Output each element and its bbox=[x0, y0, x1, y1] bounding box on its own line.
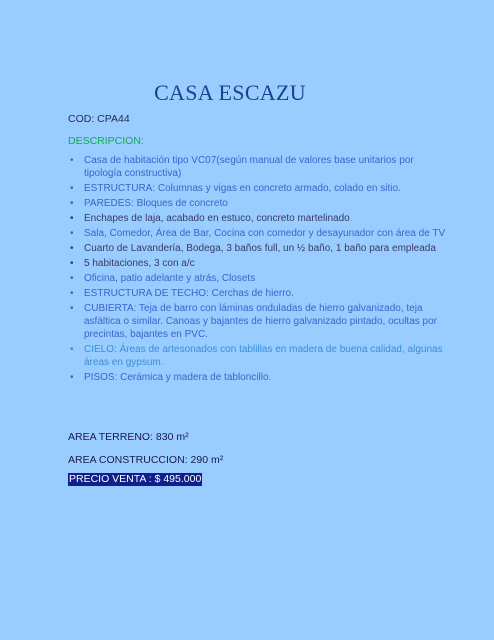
area-terreno: AREA TERRENO: 830 m² bbox=[68, 431, 189, 443]
feature-text: CUBIERTA: Teja de barro con láminas onduladas de hierro galvanizado, teja asfáltica o similar. Canoas y bajantes de hierro galvanizado pintado, ocultas por precintas, bajantes en PVC. bbox=[84, 302, 437, 341]
bullet-icon: • bbox=[70, 258, 74, 269]
feature-item bbox=[68, 154, 448, 180]
feature-text: Enchapes de laja, acabado en estuco, concreto martelinado bbox=[84, 213, 350, 225]
feature-text: ESTRUCTURA: Columnas y vigas en concreto armado, colado en sitio. bbox=[84, 183, 401, 195]
sale-price: PRECIO VENTA : $ 495.000 bbox=[69, 473, 202, 485]
feature-item bbox=[68, 212, 448, 225]
feature-text: PISOS: Cerámica y madera de tabloncillo. bbox=[84, 372, 272, 384]
feature-item bbox=[68, 343, 448, 369]
feature-text: 5 habitaciones, 3 con a/c bbox=[84, 258, 195, 269]
feature-item bbox=[68, 242, 448, 255]
feature-item bbox=[68, 287, 448, 300]
bullet-icon: • bbox=[70, 372, 74, 384]
feature-item bbox=[68, 227, 448, 240]
bullet-icon: • bbox=[70, 183, 74, 195]
feature-text: Sala, Comedor, Área de Bar, Cocina con comedor y desayunador con área de TV bbox=[84, 228, 446, 240]
bullet-icon: • bbox=[70, 198, 74, 210]
bullet-icon: • bbox=[70, 228, 74, 240]
bullet-icon: • bbox=[70, 155, 74, 166]
page-title-text: CASA ESCAZU bbox=[154, 80, 306, 105]
description-heading: DESCRIPCION: bbox=[68, 135, 144, 147]
feature-text: Cuarto de Lavandería, Bodega, 3 baños full, un ½ baño, 1 baño para empleada bbox=[84, 243, 436, 255]
feature-text: Casa de habitación tipo VC07(según manual de valores base unitarios por tipología constructiva) bbox=[84, 155, 414, 180]
feature-item bbox=[68, 197, 448, 210]
feature-text: ESTRUCTURA DE TECHO: Cerchas de hierro. bbox=[84, 287, 294, 299]
bullet-icon: • bbox=[70, 243, 74, 255]
feature-text: Oficina, patio adelante y atrás, Closets bbox=[84, 272, 256, 284]
property-code: COD: CPA44 bbox=[68, 113, 130, 125]
bullet-icon: • bbox=[70, 302, 74, 314]
feature-item bbox=[68, 257, 448, 270]
bullet-icon: • bbox=[70, 272, 74, 284]
page-title bbox=[0, 80, 460, 106]
feature-item bbox=[68, 302, 448, 341]
feature-text: PAREDES: Bloques de concreto bbox=[84, 198, 228, 210]
feature-item bbox=[68, 182, 448, 195]
bullet-icon: • bbox=[70, 344, 74, 356]
feature-item bbox=[68, 371, 448, 384]
bullet-icon: • bbox=[70, 213, 74, 225]
bullet-icon: • bbox=[70, 287, 74, 299]
feature-item bbox=[68, 272, 448, 285]
features-list bbox=[68, 154, 448, 386]
area-construccion: AREA CONSTRUCCION: 290 m² bbox=[68, 454, 224, 466]
feature-text: CIELO: Áreas de artesonados con tablillas en madera de buena calidad, algunas áreas en gypsum. bbox=[84, 344, 443, 369]
feature-suffix: . bbox=[349, 213, 353, 225]
